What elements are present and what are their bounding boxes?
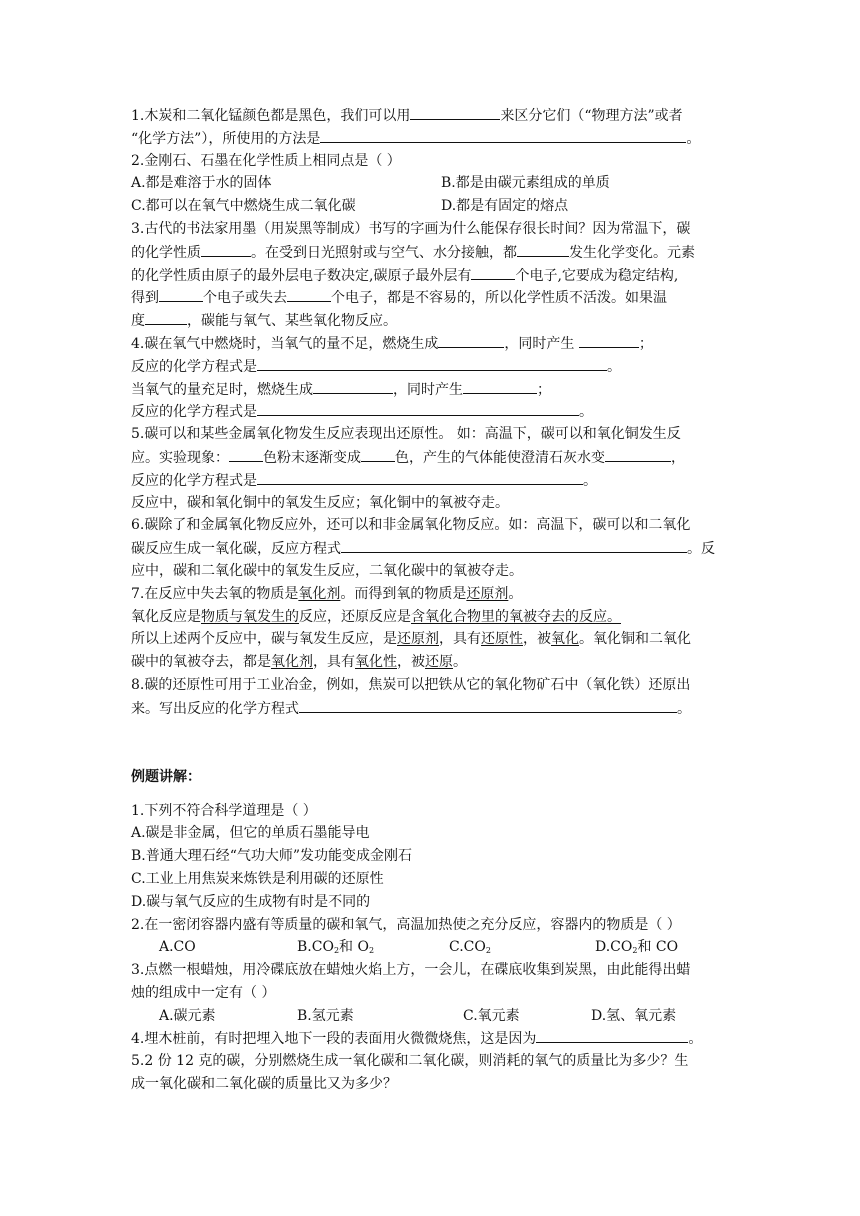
q4-text: 反应的化学方程式是	[131, 358, 257, 375]
q5-text: 应。实验现象：	[131, 449, 229, 466]
q3-line4	[131, 286, 731, 309]
q2-options-row2	[131, 195, 731, 218]
q3-text: 的化学性质	[131, 244, 201, 261]
q6-text: 。反	[687, 541, 715, 558]
q7-text: 。	[453, 654, 467, 671]
q3-text: 发生化学变化。元素	[569, 244, 695, 261]
q8-line2	[131, 697, 731, 720]
q3-blank-property[interactable]	[201, 241, 251, 257]
q5-text: 色粉末逐渐变成	[263, 449, 361, 466]
q4-text: ；	[537, 381, 551, 398]
e4-blank-reason[interactable]	[536, 1027, 688, 1043]
subscript: 2	[632, 946, 638, 956]
q7-text: 反应，还原反应是	[299, 608, 411, 625]
q8-text: 来。写出反应的化学方程式	[131, 700, 299, 717]
q4-line4	[131, 400, 731, 423]
q7-answer: 氧化剂	[271, 654, 313, 671]
e2-option-b-text: 和 O	[339, 939, 369, 956]
q5-line3	[131, 469, 731, 492]
q7-text: ，被	[523, 631, 551, 648]
e2-option-d-text: D.CO	[595, 939, 633, 956]
q5-line1: 5.碳可以和某些金属氧化物发生反应表现出还原性。 如：高温下，碳可以和氧化铜发生反	[131, 426, 681, 443]
q7-text: 所以上述两个反应中，碳与氧发生反应，是	[131, 631, 397, 648]
e3-line2: 烛的组成中一定有（ ）	[131, 984, 276, 1001]
q3-text: 的化学性质由原子的最外层电子数决定,碳原子最外层有	[131, 267, 472, 284]
e4-text: 。	[688, 1031, 703, 1048]
examples-heading: 例题讲解：	[131, 768, 201, 785]
e1-option-c[interactable]: C.工业上用焦炭来炼铁是利用碳的还原性	[131, 870, 384, 887]
e2-option-d-text: 和 CO	[637, 939, 679, 956]
q7-text: 。	[508, 585, 523, 602]
q7-text: ，被	[397, 654, 425, 671]
q3-line3	[131, 264, 731, 287]
q4-line2	[131, 355, 731, 378]
q3-text: 。在受到日光照射或与空气、水分接触，都	[251, 244, 517, 261]
q5-text: ，	[671, 449, 685, 466]
e3-option-d[interactable]: D.氢、氧元素	[591, 1007, 677, 1024]
q8-blank-equation[interactable]	[299, 697, 677, 713]
q2-option-b[interactable]: B.都是由碳元素组成的单质	[441, 175, 610, 192]
q7-answer: 含氧化合物里的氧被夺去的	[411, 608, 579, 625]
q3-blank-gain[interactable]	[159, 286, 203, 302]
q7-line4	[131, 651, 731, 674]
q3-text: 个电子，都是不容易的，所以化学性质不活泼。如果温	[331, 290, 667, 307]
q7-text: 7.在反应中失去氧的物质是	[131, 585, 299, 602]
q2-stem: 2.金刚石、石墨在化学性质上相同点是（ ）	[131, 152, 401, 169]
q4-blank-heat[interactable]	[579, 332, 639, 348]
e2-option-b[interactable]	[297, 936, 449, 959]
q3-blank-temperature[interactable]	[145, 309, 187, 325]
q4-text: 。	[607, 358, 621, 375]
q1-blank-method[interactable]	[410, 104, 500, 120]
e2-stem: 2.在一密闭容器内盛有等质量的碳和氧气，高温加热使之充分反应，容器内的物质是（ ）	[131, 916, 681, 933]
e2-options	[131, 936, 731, 959]
q3-line5	[131, 309, 731, 332]
q3-text: 个电子或失去	[203, 290, 287, 307]
q4-blank-product[interactable]	[438, 332, 504, 348]
e1-option-d[interactable]: D.碳与氧气反应的生成物有时是不同的	[131, 893, 371, 910]
q7-text: 。氧化铜和二氧化	[579, 631, 691, 648]
e4-line	[131, 1027, 731, 1050]
worksheet	[131, 104, 731, 1096]
q3-blank-outer-electrons[interactable]	[471, 264, 515, 280]
q3-text: 个电子,它要成为稳定结构,	[515, 267, 679, 284]
q7-text: 。而得到氧的物质是	[340, 585, 467, 602]
q1-blank-answer[interactable]	[320, 127, 686, 143]
q7-line1	[131, 583, 731, 606]
q5-line2	[131, 446, 731, 469]
q7-answer: 氧化剂	[298, 585, 341, 602]
q4-blank-heat2[interactable]	[463, 378, 537, 394]
q1-text-d: 。	[686, 130, 701, 147]
q1-text-c: “化学方法”），所使用的方法是	[131, 130, 321, 147]
e3-options	[131, 1005, 731, 1028]
e5-line1: 5.2 份 12 克的碳，分别燃烧生成一氧化碳和二氧化碳，则消耗的氧气的质量比为多少？生	[131, 1053, 689, 1070]
q4-text: ；	[638, 335, 653, 352]
q7-answer: 还原	[425, 654, 453, 671]
q5-text: 反应的化学方程式是	[131, 472, 257, 489]
q3-blank-lose[interactable]	[287, 286, 331, 302]
q2-option-d[interactable]: D.都是有固定的熔点	[441, 198, 569, 215]
q3-text: ，碳能与氧气、某些氧化物反应。	[187, 313, 397, 330]
e1-option-b[interactable]: B.普通大理石经“气功大师”发功能变成金刚石	[131, 848, 413, 865]
q7-text: 碳中的氧被夺去，都是	[131, 654, 271, 671]
e2-option-a[interactable]: A.CO	[159, 939, 196, 956]
q4-line3	[131, 378, 731, 401]
q4-text: ，同时产生	[393, 381, 463, 398]
q7-answer: 氧化	[551, 631, 579, 648]
subscript: 2	[368, 946, 375, 956]
q7-answer: 还原剂	[397, 631, 439, 648]
q5-blank-limewater[interactable]	[605, 446, 671, 462]
q8-text: 。	[677, 700, 691, 717]
q6-blank-equation[interactable]	[341, 537, 687, 553]
e5-line2: 成一氧化碳和二氧化碳的质量比又为多少？	[131, 1076, 397, 1093]
q6-line2	[131, 537, 731, 560]
e3-line1: 3.点燃一根蜡烛，用冷碟底放在蜡烛火焰上方，一会儿，在碟底收集到炭黑，由此能得出蜡	[131, 962, 691, 979]
q7-text: ，具有	[313, 654, 355, 671]
e1-option-a[interactable]: A.碳是非金属，但它的单质石墨能导电	[131, 825, 370, 842]
e1-stem: 1.下列不符合科学道理是（ ）	[131, 802, 317, 819]
q6-line3: 应中，碳和二氧化碳中的氧发生反应，二氧化碳中的氧被夺走。	[131, 562, 523, 579]
q5-blank-color1[interactable]	[229, 446, 263, 462]
q6-text: 碳反应生成一氧化碳，反应方程式	[131, 541, 341, 558]
e3-option-b[interactable]: B.氢元素	[297, 1007, 354, 1024]
q7-answer: 还原剂	[466, 585, 509, 602]
q5-blank-equation[interactable]	[257, 469, 583, 485]
q7-answer: 反应。	[579, 608, 621, 625]
q4-text: 4.碳在氧气中燃烧时，当氧气的量不足，燃烧生成	[131, 335, 439, 352]
q7-line3	[131, 628, 731, 651]
q4-blank-product2[interactable]	[313, 378, 393, 394]
q4-line1	[131, 332, 731, 355]
q7-line2	[131, 606, 731, 629]
q5-text: 色，产生的气体能使澄清石灰水变	[395, 449, 605, 466]
e2-option-c[interactable]	[449, 936, 595, 959]
q1-line2	[131, 127, 731, 150]
q4-text: 。	[579, 404, 593, 421]
e3-option-a[interactable]: A.碳元素	[159, 1007, 216, 1024]
e2-option-b-text: B.CO	[297, 939, 334, 956]
q3-line1: 3.古代的书法家用墨（用炭黑等制成）书写的字画为什么能保存很长时间？因为常温下，碳	[131, 220, 691, 237]
q6-line1: 6.碳除了和金属氧化物反应外，还可以和非金属氧化物反应。如：高温下，碳可以和二氧化	[131, 517, 691, 534]
q7-answer: 物质与氧发生的	[201, 608, 299, 625]
q1-line1	[131, 104, 731, 127]
q1-text-a: 1.木炭和二氧化锰颜色都是黑色，我们可以用	[131, 108, 411, 124]
q7-answer: 还原性	[481, 631, 523, 648]
q5-blank-color2[interactable]	[361, 446, 395, 462]
e2-option-c-text: C.CO	[449, 939, 486, 956]
subscript: 2	[485, 946, 491, 956]
q5-line4: 反应中，碳和氧化铜中的氧发生反应；氧化铜中的氧被夺走。	[131, 494, 509, 511]
q7-text: ，具有	[439, 631, 481, 648]
e2-option-d[interactable]	[595, 936, 678, 959]
q5-text: 。	[583, 472, 597, 489]
q3-text: 度	[131, 313, 145, 330]
q3-text: 得到	[131, 290, 159, 307]
q4-text: 当氧气的量充足时，燃烧生成	[131, 381, 313, 398]
q2-option-c[interactable]: C.都可以在氧气中燃烧生成二氧化碳	[131, 198, 356, 215]
e4-text: 4.埋木桩前，有时把埋入地下一段的表面用火微微烧焦，这是因为	[131, 1031, 537, 1048]
q4-blank-equation2[interactable]	[257, 400, 579, 416]
section-gap	[131, 720, 731, 760]
q8-line1: 8.碳的还原性可用于工业冶金，例如，焦炭可以把铁从它的氧化物矿石中（氧化铁）还原出	[131, 676, 691, 693]
q1-text-b: 来区分它们（“物理方法”或者	[500, 108, 683, 124]
q3-line2	[131, 241, 731, 264]
q2-option-a[interactable]: A.都是难溶于水的固体	[131, 175, 272, 192]
q7-text: 氧化反应是	[131, 608, 201, 625]
q3-blank-whether[interactable]	[517, 241, 569, 257]
q2-options-row1	[131, 172, 731, 195]
e3-option-c[interactable]: C.氧元素	[463, 1007, 520, 1024]
subscript: 2	[333, 946, 340, 956]
q4-text: ，同时产生	[504, 335, 575, 352]
q7-answer: 氧化性	[355, 654, 397, 671]
q4-blank-equation1[interactable]	[257, 355, 607, 371]
q4-text: 反应的化学方程式是	[131, 404, 257, 421]
